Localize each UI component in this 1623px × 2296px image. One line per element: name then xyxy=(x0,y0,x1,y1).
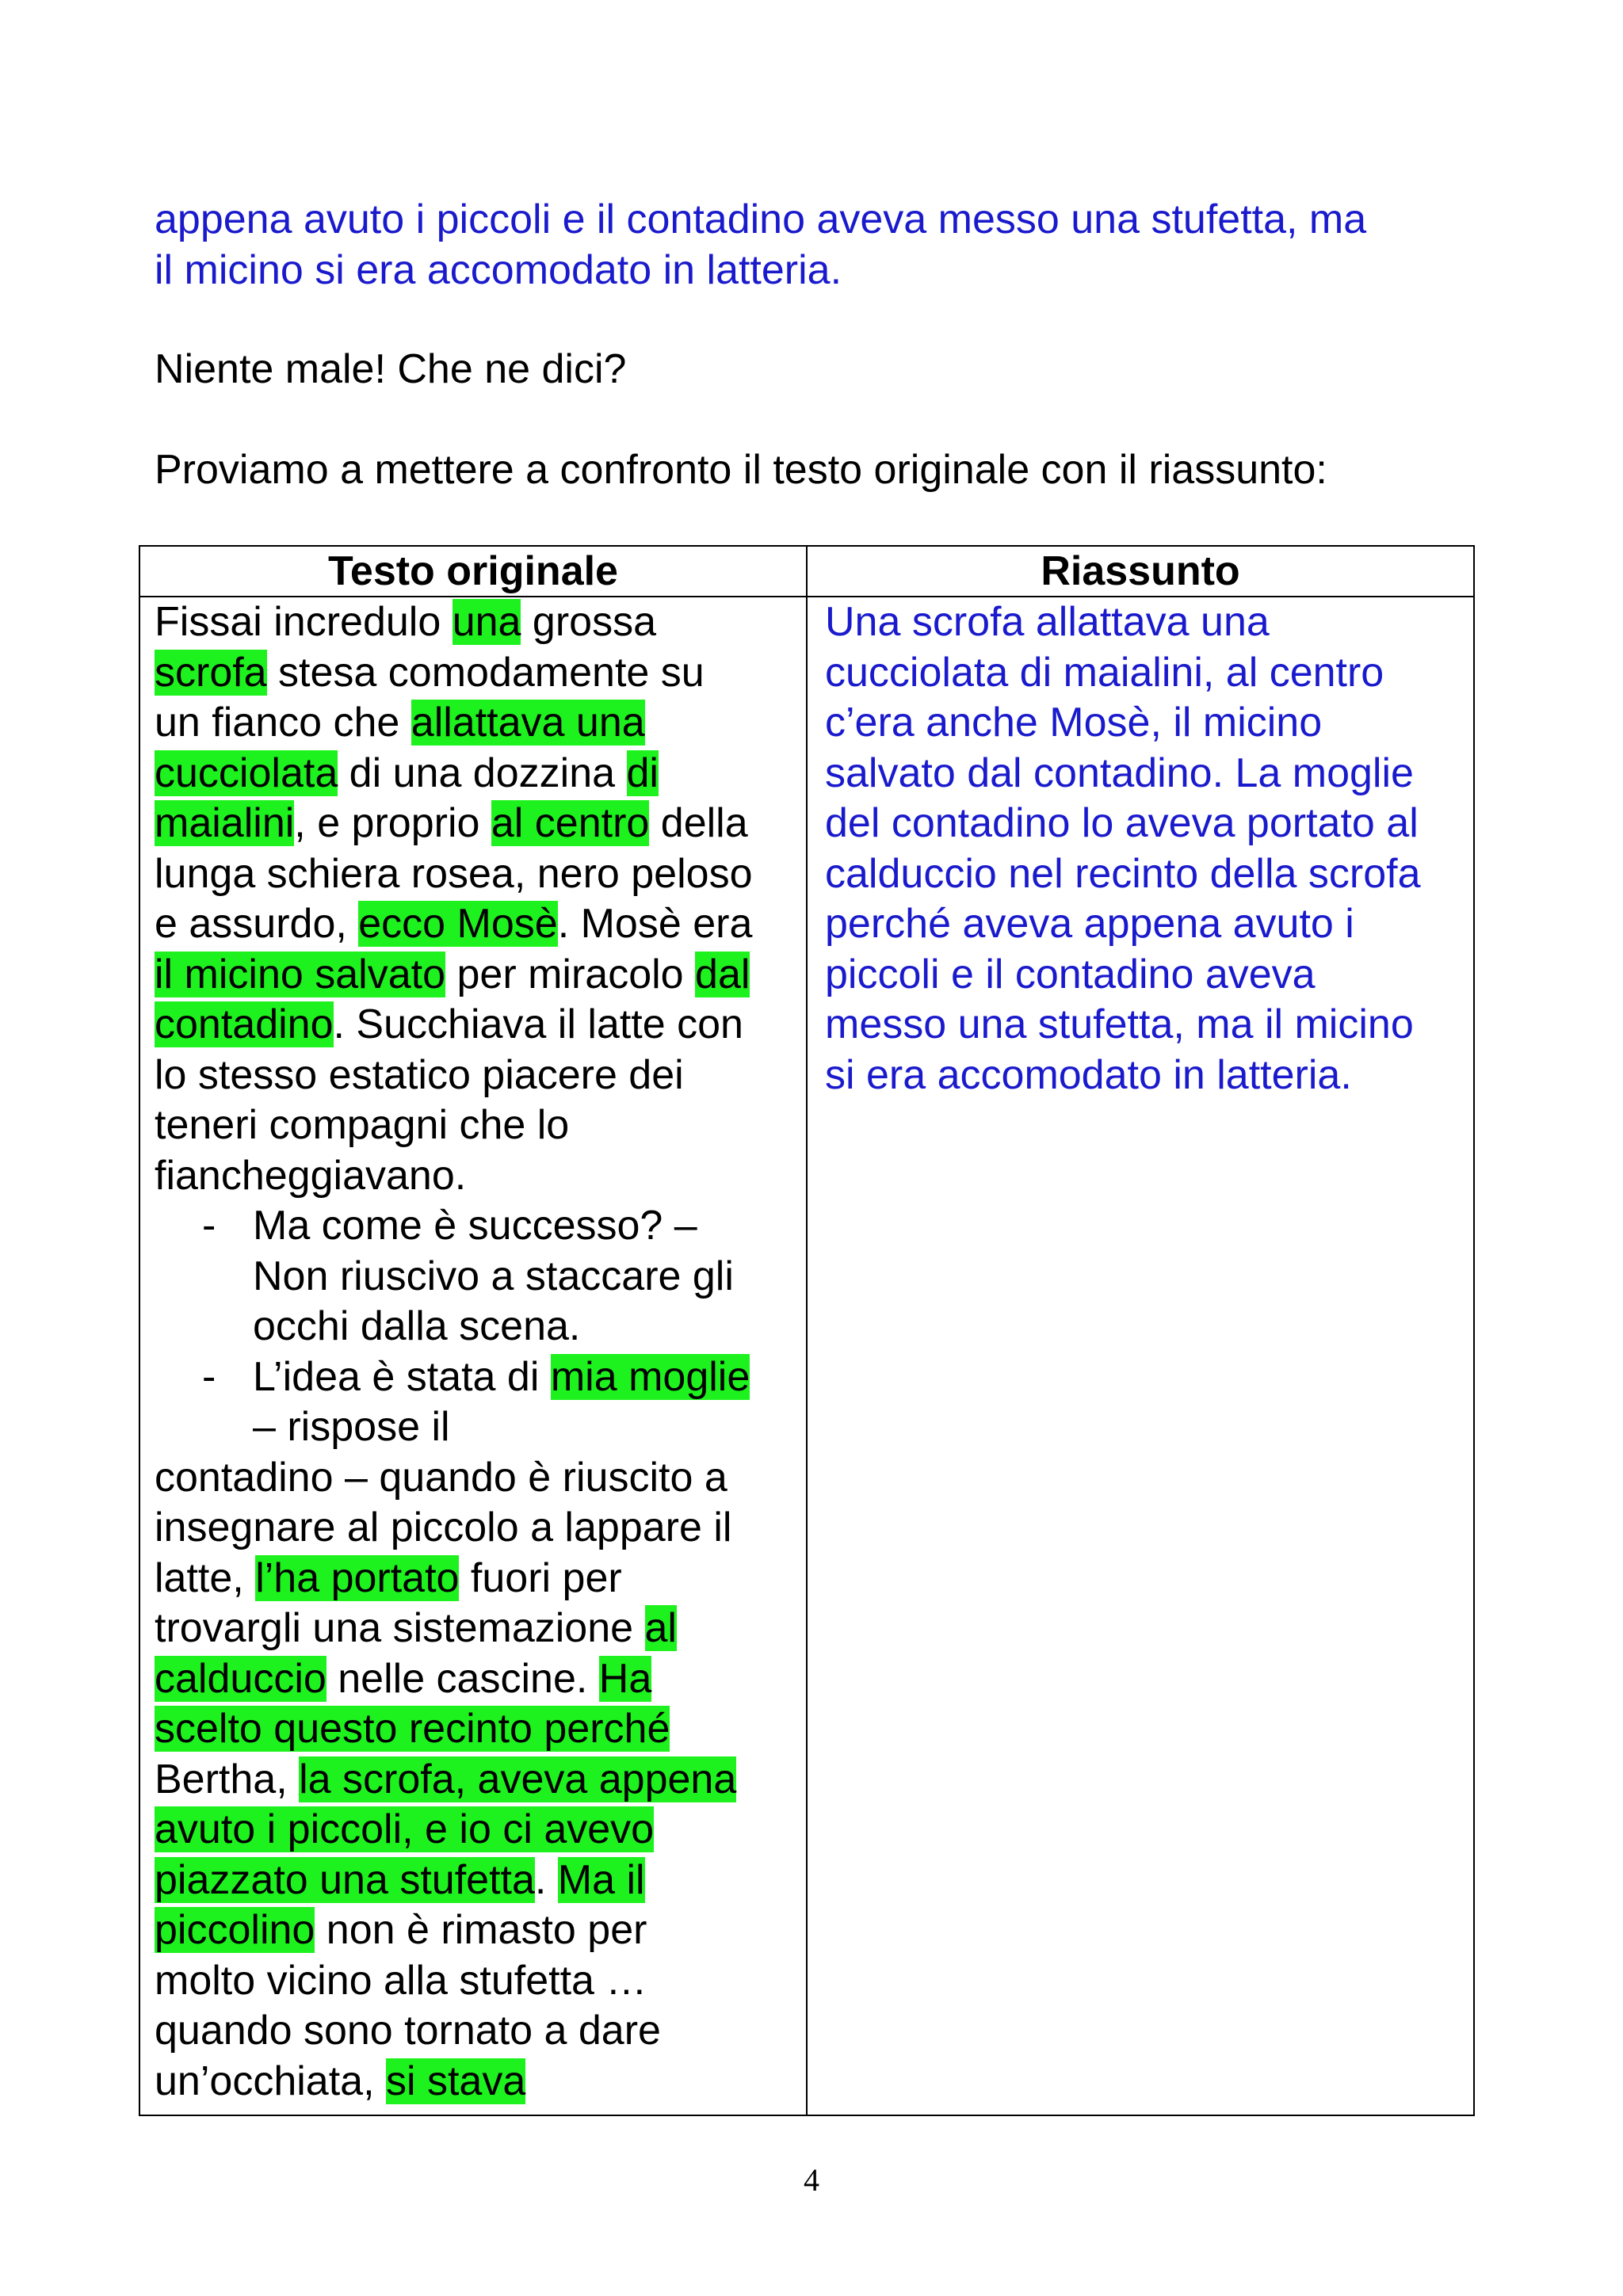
original-text xyxy=(140,597,806,2107)
text-run: teneri compagni che lo xyxy=(155,1102,570,1148)
niente-paragraph: Niente male! Che ne dici? xyxy=(155,346,627,392)
original-line xyxy=(155,2006,795,2057)
text-run: e assurdo, xyxy=(155,901,359,947)
text-run: grossa xyxy=(521,599,657,645)
original-line xyxy=(155,1100,795,1151)
highlighted-text: la scrofa, aveva appena xyxy=(299,1756,737,1802)
text-run: della xyxy=(649,800,748,846)
summary-line: piccoli e il contadino aveva xyxy=(825,951,1316,997)
summary-line: c’era anche Mosè, il micino xyxy=(825,700,1323,746)
text-run: non è rimasto per xyxy=(315,1907,647,1953)
original-line xyxy=(155,1302,795,1352)
highlighted-text: mia moglie xyxy=(550,1353,750,1400)
summary-line: perché aveva appena avuto i xyxy=(825,901,1354,947)
summary-text xyxy=(808,597,1473,1100)
text-run: nelle cascine. xyxy=(326,1655,599,1702)
highlighted-text: di xyxy=(626,749,659,796)
header-original: Testo originale xyxy=(139,546,807,597)
highlighted-text: al xyxy=(644,1605,677,1651)
highlighted-text: avuto i piccoli, e io ci avevo xyxy=(155,1806,655,1852)
text-run: contadino – quando è riuscito a xyxy=(155,1454,727,1501)
text-run: . Mosè era xyxy=(557,901,753,947)
original-line xyxy=(155,1352,795,1403)
original-line xyxy=(155,1151,795,1202)
original-line xyxy=(155,1453,795,1504)
summary-text-cell xyxy=(807,597,1474,2115)
list-dash: - xyxy=(202,1203,216,1249)
table-header-row xyxy=(139,546,1474,597)
summary-line: si era accomodato in latteria. xyxy=(825,1051,1352,1098)
original-line xyxy=(155,1805,795,1855)
original-line xyxy=(155,1905,795,1956)
highlighted-text: piazzato una stufetta xyxy=(155,1856,535,1903)
highlighted-text: ecco Mosè xyxy=(358,901,558,947)
original-line xyxy=(155,698,795,749)
header-summary: Riassunto xyxy=(807,546,1474,597)
text-run: di una dozzina xyxy=(338,749,627,796)
original-line xyxy=(155,749,795,799)
table-body-row xyxy=(139,597,1474,2115)
highlighted-text: calduccio xyxy=(155,1655,327,1702)
list-dash: - xyxy=(202,1353,216,1400)
original-line xyxy=(155,1956,795,2007)
highlighted-text: maialini xyxy=(155,800,295,846)
original-line xyxy=(155,1604,795,1654)
highlighted-text: scelto questo recinto perché xyxy=(155,1706,670,1752)
highlighted-text: dal xyxy=(695,951,750,997)
summary-line: calduccio nel recinto della scrofa xyxy=(825,850,1421,897)
original-line xyxy=(155,899,795,950)
summary-line: cucciolata di maialini, al centro xyxy=(825,649,1384,696)
highlighted-text: Ma il xyxy=(557,1856,645,1903)
text-run: latte, xyxy=(155,1554,256,1601)
original-line xyxy=(155,1051,795,1101)
text-run: occhi dalla scena. xyxy=(253,1303,581,1349)
original-line xyxy=(155,648,795,699)
text-run: . xyxy=(534,1856,558,1903)
original-line xyxy=(155,1755,795,1806)
original-line xyxy=(155,2057,795,2107)
highlighted-text: scrofa xyxy=(155,649,267,696)
original-line xyxy=(155,1000,795,1051)
text-run: . Succhiava il latte con xyxy=(333,1001,743,1047)
original-line xyxy=(155,1252,795,1302)
original-line xyxy=(155,1503,795,1554)
highlighted-text: allattava una xyxy=(411,700,645,746)
summary-line: del contadino lo aveva portato al xyxy=(825,800,1419,846)
intro-line: il micino si era accomodato in latteria. xyxy=(155,247,842,293)
highlighted-text: l’ha portato xyxy=(255,1554,460,1601)
text-run: fiancheggiavano. xyxy=(155,1152,467,1199)
original-line xyxy=(155,1855,795,1906)
summary-line: Una scrofa allattava una xyxy=(825,599,1270,645)
highlighted-text: cucciolata xyxy=(155,749,338,796)
text-run: Bertha, xyxy=(155,1756,300,1802)
original-line xyxy=(155,1654,795,1705)
original-line xyxy=(155,950,795,1001)
text-run: un fianco che xyxy=(155,700,411,746)
highlighted-text: Ha xyxy=(598,1655,652,1702)
original-line xyxy=(155,799,795,849)
text-run: lunga schiera rosea, nero peloso xyxy=(155,850,753,897)
text-run: Ma come è successo? – xyxy=(253,1203,697,1249)
highlighted-text: contadino xyxy=(155,1001,334,1047)
text-run: quando sono tornato a dare xyxy=(155,2008,661,2054)
comparison-table xyxy=(139,545,1475,2116)
text-run: Fissai incredulo xyxy=(155,599,453,645)
text-run: , e proprio xyxy=(294,800,491,846)
proviamo-paragraph: Proviamo a mettere a confronto il testo originale con il riassunto: xyxy=(155,447,1327,493)
text-run: insegnare al piccolo a lappare il xyxy=(155,1505,732,1550)
original-line xyxy=(155,1402,795,1453)
original-line xyxy=(155,1201,795,1252)
text-run: Non riuscivo a staccare gli xyxy=(253,1253,734,1299)
original-line xyxy=(155,1554,795,1604)
text-run: – rispose il xyxy=(253,1404,450,1450)
text-run: stesa comodamente su xyxy=(266,649,705,696)
text-run: L’idea è stata di xyxy=(253,1353,551,1400)
original-line xyxy=(155,1704,795,1755)
page-number: 4 xyxy=(804,2162,819,2198)
original-text-cell xyxy=(139,597,807,2115)
text-run: molto vicino alla stufetta … xyxy=(155,1957,647,2004)
summary-line: messo una stufetta, ma il micino xyxy=(825,1001,1414,1047)
summary-line: salvato dal contadino. La moglie xyxy=(825,749,1414,796)
highlighted-text: il micino salvato xyxy=(155,951,446,997)
original-line xyxy=(155,849,795,900)
text-run: per miracolo xyxy=(445,951,696,997)
highlighted-text: piccolino xyxy=(155,1907,315,1953)
text-run: fuori per xyxy=(459,1554,622,1601)
intro-paragraph xyxy=(155,194,1470,296)
intro-line: appena avuto i piccoli e il contadino aveva messo una stufetta, ma xyxy=(155,196,1367,242)
highlighted-text: al centro xyxy=(491,800,650,846)
highlighted-text: una xyxy=(452,599,521,645)
original-line xyxy=(155,597,795,648)
text-run: lo stesso estatico piacere dei xyxy=(155,1051,684,1098)
text-run: un’occhiata, xyxy=(155,2058,386,2104)
text-run: trovargli una sistemazione xyxy=(155,1605,645,1651)
highlighted-text: si stava xyxy=(385,2058,526,2104)
